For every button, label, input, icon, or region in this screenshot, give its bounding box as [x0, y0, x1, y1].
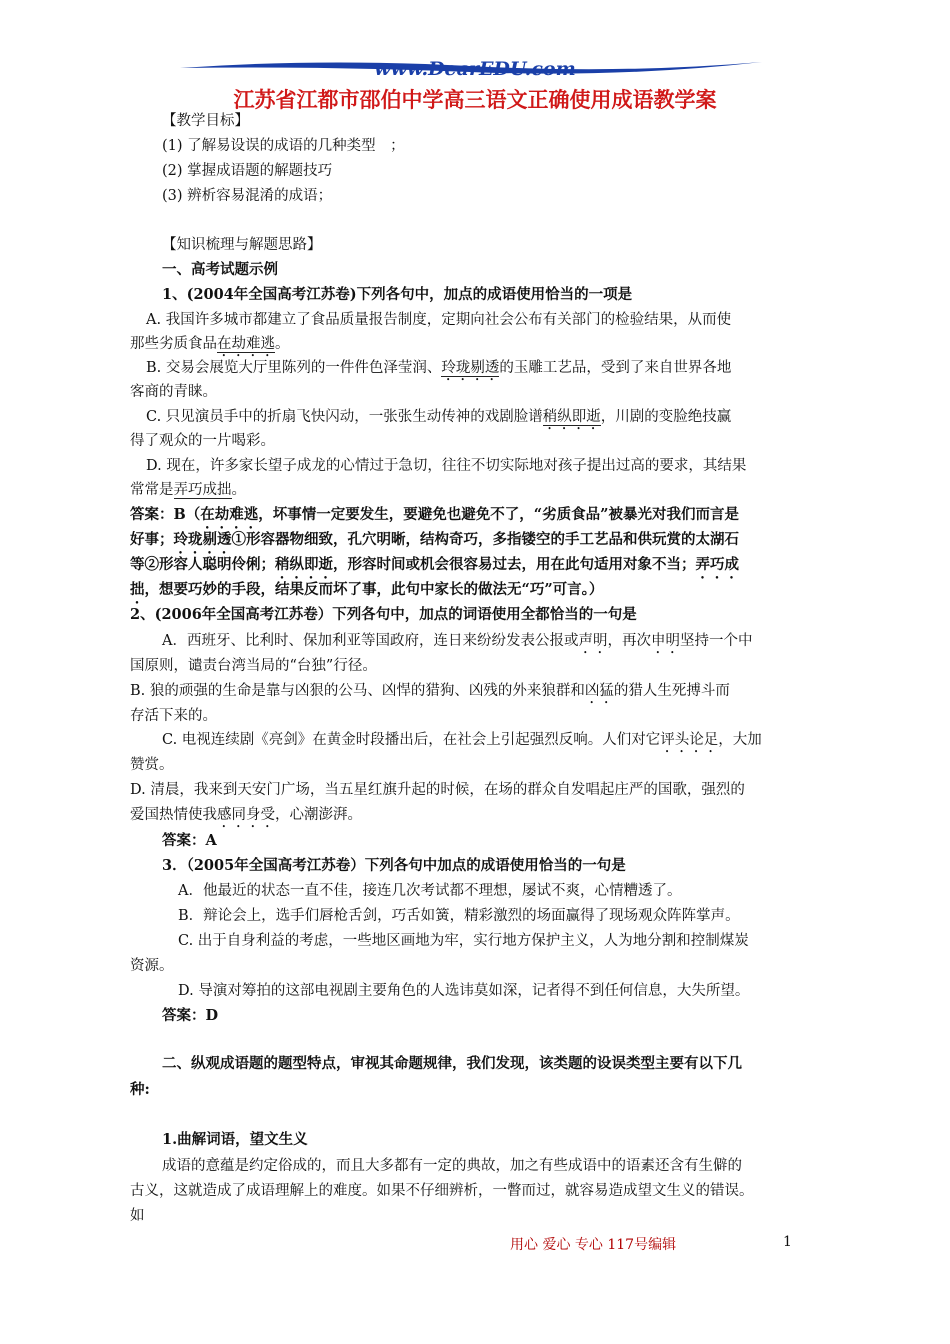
- q1-answer-line: 等②形容人聪明伶俐；稍纵即逝，形容时间或机会很容易过去，用在此句适用对象不当；弄巧成: [130, 556, 739, 573]
- goal-item: (1) 了解易设误的成语的几种类型 ；: [162, 138, 405, 154]
- q3-option-b: B．辩论会上，选手们唇枪舌剑，巧舌如簧，精彩激烈的场面赢得了现场观众阵阵掌声。: [178, 908, 740, 924]
- marked-idiom: 玲珑剔透: [441, 360, 500, 376]
- section2-heading: 二、纵观成语题的题型特点，审视其命题规律，我们发现，该类题的设误类型主要有以下几: [162, 1055, 742, 1072]
- q1-option-a: A. 我国许多城市都建立了食品质量报告制度，定期向社会公布有关部门的检验结果，从而使: [146, 312, 732, 328]
- footer-note: 用心 爱心 专心 117号编辑: [510, 1237, 677, 1253]
- q1-option-b-cont: 客商的青睐。: [130, 384, 217, 400]
- subsection-heading: 1.曲解词语，望文生义: [162, 1131, 308, 1148]
- q1-option-a-cont: 那些劣质食品在劫难逃。: [130, 336, 290, 352]
- q2-stem: 2、(2006年全国高考江苏卷）下列各句中，加点的词语使用全都恰当的一句是: [130, 606, 637, 623]
- q2-option-d-cont: 爱国热情使我感同身受，心潮澎湃。: [130, 807, 362, 823]
- q3-option-d: D. 导演对筹拍的这部电视剧主要角色的人选讳莫如深，记者得不到任何信息，大失所望。: [178, 983, 750, 999]
- paragraph-line: 古义，这就造成了成语理解上的难度。如果不仔细辨析，一瞥而过，就容易造成望文生义的错误。: [130, 1183, 754, 1199]
- section1-heading: 一、高考试题示例: [162, 261, 278, 278]
- q1-option-c: C. 只见演员手中的折扇飞快闪动，一张张生动传神的戏剧脸谱稍纵即逝，川剧的变脸绝技赢: [146, 409, 732, 425]
- q2-option-b-cont: 存活下来的。: [130, 708, 217, 724]
- q1-answer: 答案：B（在劫难逃，坏事情一定要发生，要避免也避免不了，“劣质食品”被暴光对我们而言是: [130, 506, 739, 523]
- document-title: 江苏省江都市邵伯中学高三语文正确使用成语教学案: [233, 88, 717, 112]
- q1-answer-line: 好事；玲珑剔透①形容器物细致，孔穴明晰，结构奇巧，多指镂空的手工艺品和供玩赏的太湖石: [130, 531, 739, 548]
- q1-option-d: D. 现在，许多家长望子成龙的心情过于急切，往往不切实际地对孩子提出过高的要求，其结果: [146, 458, 747, 474]
- q3-answer: 答案：D: [162, 1007, 219, 1024]
- page-number: 1: [783, 1234, 792, 1250]
- q2-option-c-cont: 赞赏。: [130, 757, 174, 773]
- q3-option-a: A．他最近的状态一直不佳，接连几次考试都不理想，屡试不爽，心情糟透了。: [178, 883, 682, 899]
- q2-answer: 答案：A: [162, 832, 217, 849]
- q3-option-c: C. 出于自身利益的考虑，一些地区画地为牢，实行地方保护主义，人为地分割和控制煤炭: [178, 933, 749, 949]
- marked-idiom: 在劫难逃: [217, 336, 275, 352]
- q2-option-a-cont: 国原则，谴责台湾当局的“台独”行径。: [130, 658, 377, 674]
- q1-stem: 1、(2004年全国高考江苏卷)下列各句中，加点的成语使用恰当的一项是: [162, 286, 633, 303]
- site-logo: www.DearEDU.com: [374, 58, 576, 80]
- q1-answer-line: 拙，想要巧妙的手段，结果反而坏了事，此句中家长的做法无“巧”可言。）: [130, 581, 604, 598]
- q3-stem: 3．（2005年全国高考江苏卷）下列各句中加点的成语使用恰当的一句是: [162, 857, 626, 874]
- goals-heading: 【教学目标】: [162, 113, 249, 129]
- marked-idiom: 稍纵即逝: [542, 409, 601, 425]
- knowledge-heading: 【知识梳理与解题思路】: [162, 237, 322, 253]
- goal-item: (2) 掌握成语题的解题技巧: [162, 163, 333, 179]
- paragraph-line: 成语的意蕴是约定俗成的，而且大多都有一定的典故，加之有些成语中的语素还含有生僻的: [162, 1158, 742, 1174]
- q2-option-b: B. 狼的顽强的生命是靠与凶狠的公马、凶悍的猎狗、凶残的外来狼群和凶猛的猎人生死搏斗而: [130, 683, 730, 699]
- q1-option-d-cont: 常常是弄巧成拙。: [130, 482, 246, 498]
- goal-item: (3) 辨析容易混淆的成语；: [162, 188, 333, 204]
- q1-option-c-cont: 得了观众的一片喝彩。: [130, 433, 275, 449]
- section2-heading-cont: 种:: [130, 1081, 150, 1098]
- q2-option-a: A．西班牙、比利时、保加利亚等国政府，连日来纷纷发表公报或声明，再次申明坚持一个中: [162, 633, 753, 649]
- paragraph-line: 如: [130, 1208, 145, 1224]
- marked-idiom: 弄巧成拙: [173, 482, 232, 498]
- q2-option-d: D. 清晨，我来到天安门广场，当五星红旗升起的时候，在场的群众自发唱起庄严的国歌，强烈的: [130, 782, 745, 798]
- q2-option-c: C. 电视连续剧《亮剑》在黄金时段播出后，在社会上引起强烈反响。人们对它评头论足，大加: [162, 732, 762, 748]
- q1-option-b: B. 交易会展览大厅里陈列的一件件色泽莹润、玲珑剔透的玉雕工艺品，受到了来自世界各地: [146, 360, 732, 376]
- q3-option-c-cont: 资源。: [130, 958, 174, 974]
